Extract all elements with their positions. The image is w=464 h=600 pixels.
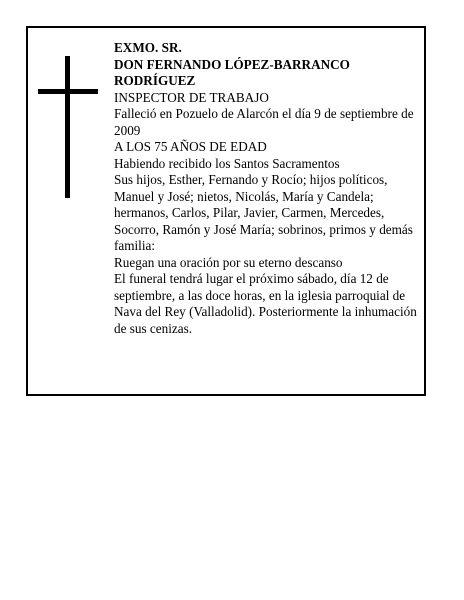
death-details: Falleció en Pozuelo de Alarcón el día 9 de septiembre de 2009 xyxy=(114,106,414,138)
latin-cross-icon xyxy=(38,56,98,198)
family-list: Sus hijos, Esther, Fernando y Rocío; hijos políticos, Manuel y José; nietos, Nicolás, María y Candela; hermanos, Carlos, Pilar, Javier, Carmen, Mercedes, Socorro, Ramón y José María; sobrinos, primos y demás familia: xyxy=(114,172,413,253)
cross-horizontal-bar xyxy=(38,89,98,94)
sacraments-line: Habiendo recibido los Santos Sacramentos xyxy=(114,155,340,171)
age-at-death: A LOS 75 AÑOS DE EDAD xyxy=(114,139,267,154)
obituary-notice-frame xyxy=(26,26,426,396)
obituary-text xyxy=(114,40,422,337)
funeral-details: El funeral tendrá lugar el próximo sábado, día 12 de septiembre, a las doce horas, en la iglesia parroquial de Nava del Rey (Valladolid). Posteriormente la inhumación de sus cenizas. xyxy=(114,271,417,336)
deceased-position: INSPECTOR DE TRABAJO xyxy=(114,89,269,105)
cross-vertical-bar xyxy=(65,56,70,198)
honorific: EXMO. SR. xyxy=(114,40,182,55)
prayer-request: Ruegan una oración por su eterno descanso xyxy=(114,254,343,270)
deceased-name: DON FERNANDO LÓPEZ-BARRANCO RODRÍGUEZ xyxy=(114,56,350,88)
